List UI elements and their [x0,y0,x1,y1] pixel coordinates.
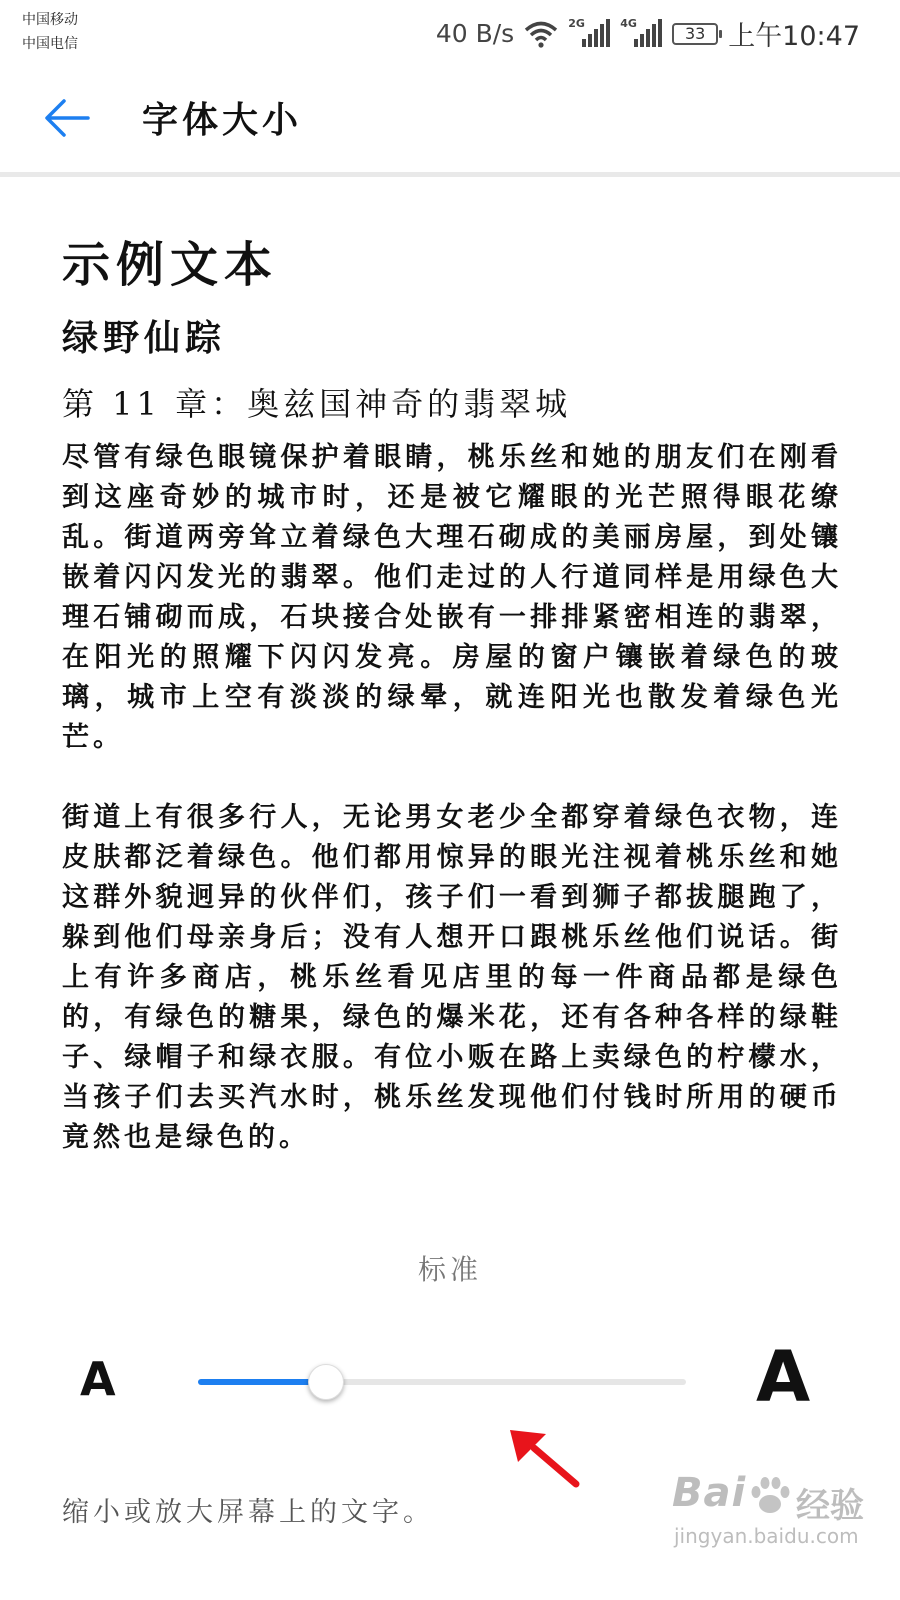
wifi-icon [524,20,558,48]
watermark-brand: 经验 [796,1486,864,1526]
net-speed: 40 B/s [435,19,515,48]
sample-heading: 示例文本 [62,237,279,293]
app-bar [0,64,900,172]
book-title: 绿野仙踪 [62,317,227,359]
signal-2g-tag: 2G [568,16,585,30]
header-divider [0,172,900,177]
sample-paragraph: 街道上有很多行人，无论男女老少全都穿着绿色衣物，连皮肤都泛着绿色。他们都用惊异的眼光注视着桃乐丝和她这群外貌迥异的伙伴们，孩子们一看到狮子都拔腿跑了，躲到他们母亲身后；没有人想开口跟桃乐丝他们说话。街上有许多商店，桃乐丝看见店里的每一件商品都是绿色的，有绿色的糖果，绿色的爆米花，还有各种各样的绿鞋子、绿帽子和绿衣服。有位小贩在路上卖绿色的柠檬水，当孩子们去买汽水时，桃乐丝发现他们付钱时所用的硬币竟然也是绿色的。 [62,802,842,1153]
status-bar [0,0,900,64]
carrier-2: 中国电信 [22,36,78,52]
paw-icon [748,1474,792,1518]
baidu-jingyan-watermark [672,1470,872,1556]
slider-fill [198,1379,325,1385]
sample-paragraph: 尽管有绿色眼镜保护着眼睛，桃乐丝和她的朋友们在刚看到这座奇妙的城市时，还是被它耀眼的光芒照得眼花缭乱。街道两旁耸立着绿色大理石砌成的美丽房屋，到处镶嵌着闪闪发光的翡翠。他们走过的人行道同样是用绿色大理石铺砌而成，石块接合处嵌有一排排紧密相连的翡翠，在阳光的照耀下闪闪发亮。房屋的窗户镶嵌着绿色的玻璃，城市上空有淡淡的绿晕，就连阳光也散发着绿色光芒。 [62,442,842,753]
clock: 上午10:47 [728,21,860,52]
watermark-url: jingyan.baidu.com [674,1524,859,1548]
watermark-logo: Bai [672,1470,747,1516]
font-size-level-label: 标准 [417,1253,482,1286]
battery-icon: 33 [672,23,718,45]
font-size-slider[interactable] [198,1364,686,1400]
signal-4g-tag: 4G [620,16,637,30]
carrier-1: 中国移动 [22,12,78,28]
font-size-description: 缩小或放大屏幕上的文字。 [62,1497,434,1528]
status-indicators [436,14,860,53]
signal-4g-icon [620,16,662,49]
signal-2g-icon [568,16,610,49]
large-font-icon: A [756,1336,811,1418]
chapter-title: 第 11 章：奥兹国神奇的翡翠城 [62,385,572,423]
small-font-icon: A [80,1352,116,1406]
red-arrow-icon [500,1426,584,1490]
page-title: 字体大小 [142,99,303,141]
sample-text-preview [62,230,842,1158]
arrow-left-icon[interactable] [38,90,94,146]
carrier-info [22,8,78,56]
slider-thumb[interactable] [308,1364,344,1400]
